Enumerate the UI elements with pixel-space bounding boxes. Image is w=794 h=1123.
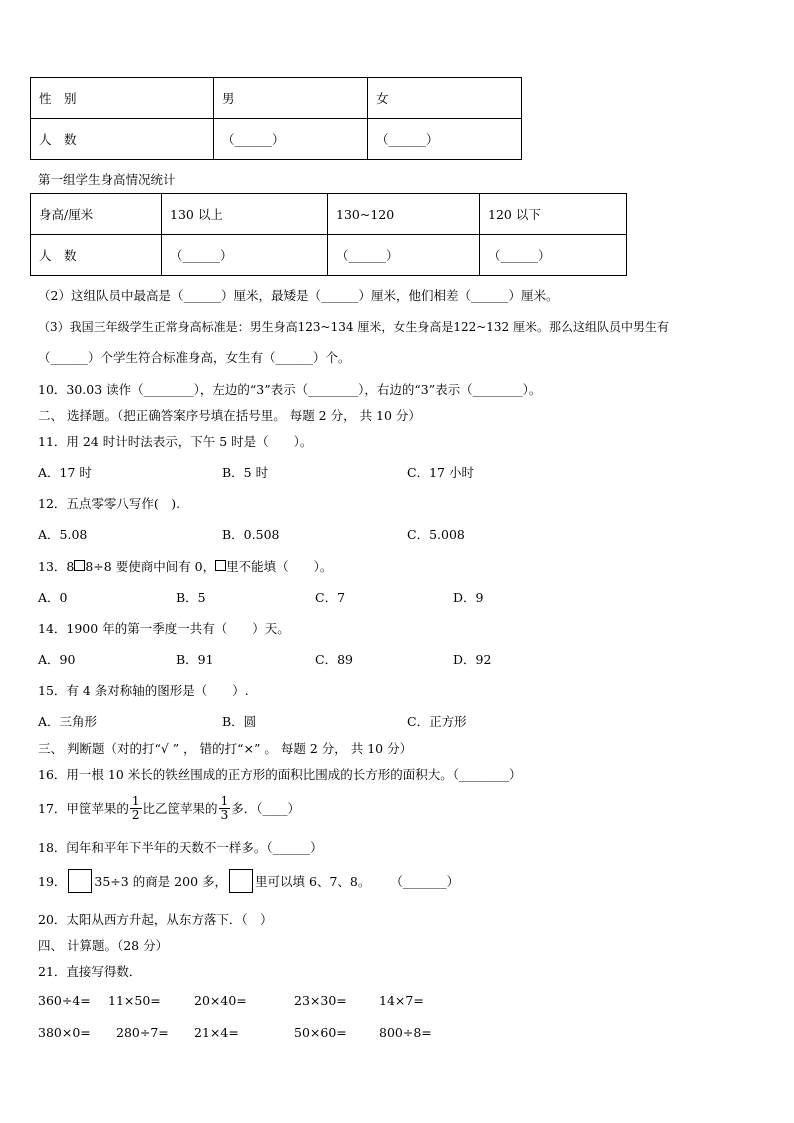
q13-option-a[interactable]: A．0 (38, 590, 68, 605)
fraction-numerator: 1 (131, 793, 140, 808)
calc-item: 11×50= (108, 993, 161, 1008)
blank-square-icon (68, 869, 92, 893)
question-20: 20．太阳从西方升起，从东方落下．（ ） (38, 912, 273, 927)
question-13-stem (38, 557, 332, 575)
height-table (30, 193, 627, 276)
question-19 (38, 867, 459, 895)
q19-answer-blank[interactable]: （_______） (390, 874, 460, 889)
calc-item: 23×30= (294, 993, 347, 1008)
q17-text-b: 比乙筐苹果的 (142, 801, 218, 816)
q12-option-b[interactable]: B．0.508 (222, 527, 280, 542)
table2-header-cell: 130~120 (328, 194, 480, 235)
fraction-one-third (219, 795, 231, 822)
q11-option-c[interactable]: C．17 小时 (407, 465, 474, 480)
blank-square-icon (215, 560, 226, 571)
table1-header-cell: 性 别 (31, 78, 214, 119)
q19-text-b: 35÷3 的商是 200 多， (94, 874, 228, 889)
table2-header-cell: 120 以下 (480, 194, 627, 235)
q11-option-a[interactable]: A．17 时 (38, 465, 92, 480)
q17-text-a: 17．甲筐苹果的 (38, 801, 129, 816)
question-11-stem: 11．用 24 时计时法表示，下午 5 时是（ ）。 (38, 434, 313, 449)
table2-header-cell: 130 以上 (162, 194, 328, 235)
table2-row-cell[interactable]: （______） (328, 235, 480, 276)
calc-item: 800÷8= (379, 1025, 432, 1040)
q14-option-b[interactable]: B．91 (176, 652, 214, 667)
table1-row-cell[interactable]: （______） (214, 119, 368, 160)
q14-option-d[interactable]: D．92 (453, 652, 492, 667)
q13-option-c[interactable]: C．7 (315, 590, 346, 605)
q13-stem-b: 8÷8 要使商中间有 0， (85, 559, 216, 574)
question-15-stem: 15．有 4 条对称轴的图形是（ ）. (38, 683, 249, 698)
question-10: 10．30.03 读作（________），左边的“3”表示（________），右边的“3”表示（________）。 (38, 382, 542, 397)
table2-title: 第一组学生身高情况统计 (38, 172, 176, 187)
q14-option-a[interactable]: A．90 (38, 652, 76, 667)
q13-option-d[interactable]: D．9 (453, 590, 484, 605)
calc-item: 360÷4= (38, 993, 91, 1008)
table2-row-cell[interactable]: （______） (480, 235, 627, 276)
calc-item: 14×7= (379, 993, 424, 1008)
q19-text-c: 里可以填 6、7、8。 (255, 874, 371, 889)
table1-header-cell: 女 (368, 78, 522, 119)
fraction-one-half (130, 795, 142, 822)
calc-item: 280÷7= (116, 1025, 169, 1040)
table2-row-cell[interactable]: （______） (162, 235, 328, 276)
q13-stem-a: 13．8 (38, 559, 75, 574)
fraction-numerator: 1 (220, 793, 229, 808)
table1-row-cell[interactable]: （______） (368, 119, 522, 160)
q15-option-b[interactable]: B．圆 (222, 714, 257, 729)
q12-option-c[interactable]: C．5.008 (407, 527, 465, 542)
calc-item: 50×60= (294, 1025, 347, 1040)
question-12-stem: 12．五点零零八写作( ). (38, 496, 181, 511)
q15-option-a[interactable]: A．三角形 (38, 714, 98, 729)
fraction-denominator: 3 (220, 807, 229, 822)
question-9-2: （2）这组队员中最高是（______）厘米，最矮是（______）厘米，他们相差（______）厘米。 (38, 288, 559, 303)
calc-item: 380×0= (38, 1025, 91, 1040)
q12-option-a[interactable]: A．5.08 (38, 527, 88, 542)
question-16: 16．用一根 10 米长的铁丝围成的正方形的面积比围成的长方形的面积大。（________） (38, 767, 522, 782)
table2-header-cell: 身高/厘米 (31, 194, 162, 235)
table1-row-cell: 人 数 (31, 119, 214, 160)
calc-item: 20×40= (194, 993, 247, 1008)
calc-item: 21×4= (194, 1025, 239, 1040)
table2-row-cell: 人 数 (31, 235, 162, 276)
q13-stem-c: 里不能填（ ）。 (226, 559, 333, 574)
question-21: 21．直接写得数． (38, 964, 142, 979)
gender-table (30, 77, 522, 160)
blank-square-icon (74, 560, 85, 571)
blank-square-icon (229, 869, 253, 893)
question-9-3-line1: （3）我国三年级学生正常身高标准是：男生身高123~134 厘米，女生身高是122~132 厘米。那么这组队员中男生有 (38, 320, 669, 334)
section-2-heading: 二、 选择题。（把正确答案序号填在括号里。 每题 2 分， 共 10 分） (38, 408, 421, 423)
q11-option-b[interactable]: B．5 时 (222, 465, 269, 480)
q15-option-c[interactable]: C．正方形 (407, 714, 467, 729)
question-14-stem: 14．1900 年的第一季度一共有（ ）天。 (38, 621, 290, 636)
section-4-heading: 四、 计算题。（28 分） (38, 938, 169, 953)
q14-option-c[interactable]: C．89 (315, 652, 353, 667)
section-3-heading: 三、 判断题（对的打“√ ” ， 错的打“×” 。 每题 2 分， 共 10 分） (38, 741, 413, 756)
q19-number: 19． (38, 874, 67, 889)
question-18: 18．闰年和平年下半年的天数不一样多。（______） (38, 840, 323, 855)
q13-option-b[interactable]: B．5 (176, 590, 206, 605)
question-17 (38, 790, 300, 826)
q17-text-c: 多．（____） (231, 801, 300, 816)
question-9-3-line2: （______）个学生符合标准身高，女生有（______）个。 (38, 350, 351, 365)
fraction-denominator: 2 (131, 807, 140, 822)
table1-header-cell: 男 (214, 78, 368, 119)
